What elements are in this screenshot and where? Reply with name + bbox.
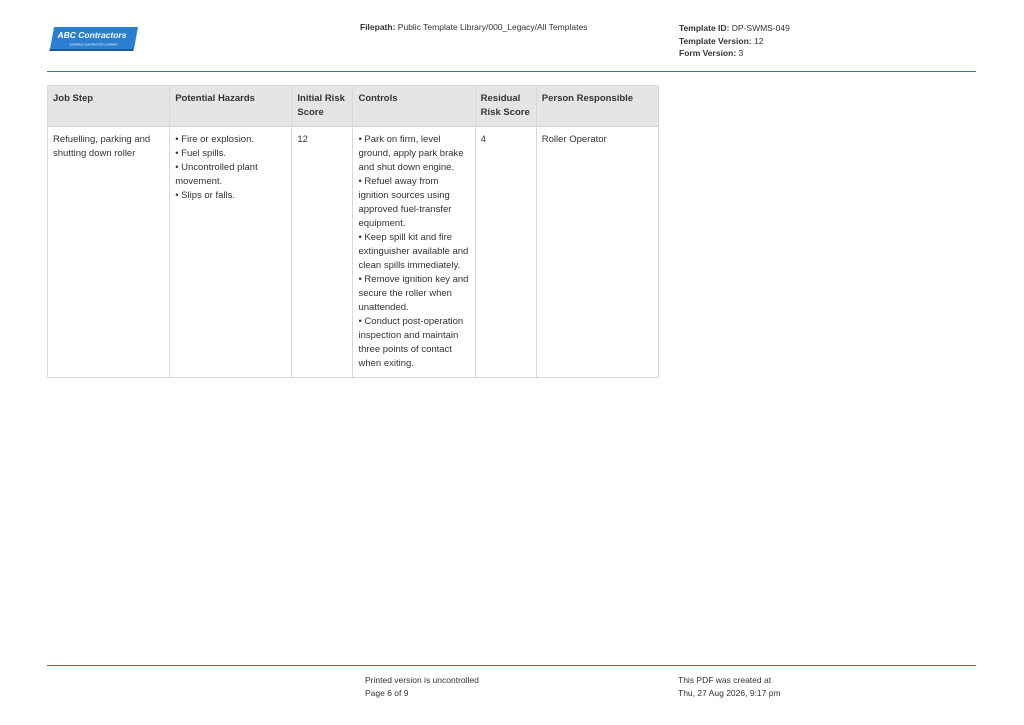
filepath — [360, 22, 587, 32]
created-label: This PDF was created at — [678, 675, 772, 685]
cell-person-responsible: Roller Operator — [536, 127, 658, 378]
col-header-controls: Controls — [353, 86, 475, 127]
template-id-value: DP-SWMS-049 — [731, 23, 790, 33]
col-header-residual-risk-score: Residual Risk Score — [475, 86, 536, 127]
col-header-person-responsible: Person Responsible — [536, 86, 658, 127]
control-item: • Keep spill kit and fire extinguisher available and clean spills immediately. — [358, 232, 469, 271]
cell-potential-hazards — [170, 127, 292, 378]
template-id-label: Template ID: — [679, 23, 730, 33]
table-header-row — [48, 86, 659, 127]
cell-initial-risk-score: 12 — [292, 127, 353, 378]
template-version-value: 12 — [753, 35, 764, 46]
created-timestamp: Thu, 27 Aug 2026, 9:17 pm — [678, 687, 781, 698]
cell-job-step: Refuelling, parking and shutting down roller — [48, 127, 170, 378]
template-meta — [679, 22, 790, 60]
col-header-job-step: Job Step — [48, 86, 170, 127]
col-header-initial-risk-score: Initial Risk Score — [292, 86, 353, 127]
control-item: • Remove ignition key and secure the roller when unattended. — [358, 274, 469, 313]
template-version-label: Template Version: — [679, 35, 752, 46]
col-header-potential-hazards: Potential Hazards — [170, 86, 292, 127]
header-divider — [47, 71, 976, 72]
swms-table — [47, 85, 659, 378]
form-version-label: Form Version: — [679, 48, 737, 58]
form-version-value: 3 — [738, 48, 744, 58]
hazard-item: • Fire or explosion. — [175, 134, 255, 145]
hazard-item: • Uncontrolled plant movement. — [175, 162, 258, 187]
filepath-value: Public Template Library/000_Legacy/All Templates — [397, 22, 588, 32]
cell-controls — [353, 127, 475, 378]
cell-residual-risk-score: 4 — [475, 127, 536, 378]
control-item: • Park on firm, level ground, apply park brake and shut down engine. — [358, 134, 464, 173]
logo-tagline: EXAMPLE CONTRACTOR COMPANY — [69, 42, 119, 47]
uncontrolled-notice: Printed version is uncontrolled — [365, 675, 479, 685]
hazard-item: • Slips or falls. — [175, 190, 236, 201]
filepath-label: Filepath: — [360, 22, 396, 32]
page-number: Page 6 of 9 — [365, 687, 409, 698]
footer-divider — [47, 665, 976, 666]
table-row — [48, 127, 659, 378]
footer-right — [678, 674, 781, 699]
company-logo — [48, 26, 140, 52]
footer-center — [365, 674, 479, 699]
control-item: • Conduct post-operation inspection and maintain three points of contact when exiting. — [358, 316, 464, 369]
hazard-item: • Fuel spills. — [175, 148, 227, 159]
logo-name: ABC Contractors — [57, 30, 127, 40]
control-item: • Refuel away from ignition sources using approved fuel-transfer equipment. — [358, 176, 452, 229]
